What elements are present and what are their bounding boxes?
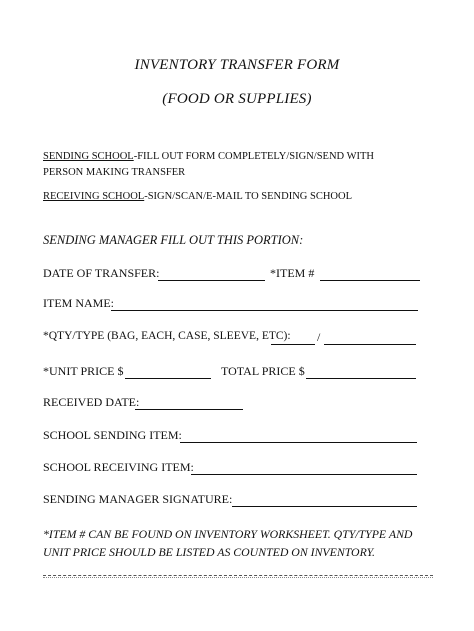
school-receiving-row: [43, 460, 433, 478]
received-date-field[interactable]: [135, 409, 243, 410]
unit-price-label: *UNIT PRICE $: [43, 364, 124, 378]
total-price-label: TOTAL PRICE $: [221, 364, 305, 378]
form-subtitle: (FOOD OR SUPPLIES): [162, 91, 312, 107]
received-date-row: [43, 395, 433, 413]
cut-line-shadow: [43, 577, 433, 578]
qty-type-label: *QTY/TYPE (BAG, EACH, CASE, SLEEVE, ETC):: [43, 330, 291, 342]
section-title: SENDING MANAGER FILL OUT THIS PORTION:: [43, 233, 304, 247]
qty-separator: /: [317, 330, 321, 344]
item-name-row: [43, 296, 433, 314]
signature-row: [43, 492, 433, 510]
date-of-transfer-label: DATE OF TRANSFER:: [43, 266, 160, 280]
receiving-school-label: RECEIVING SCHOOL: [43, 191, 145, 202]
receiving-school-instruction: [43, 189, 403, 205]
school-sending-row: [43, 428, 433, 446]
sending-school-label: SENDING SCHOOL: [43, 151, 134, 162]
receiving-school-text: -SIGN/SCAN/E-MAIL TO SENDING SCHOOL: [144, 191, 352, 202]
sending-school-instruction: [43, 149, 403, 181]
item-number-field[interactable]: [320, 280, 420, 281]
manager-signature-label: SENDING MANAGER SIGNATURE:: [43, 492, 233, 506]
qty-type-row: [43, 330, 433, 348]
unit-price-field[interactable]: [125, 378, 211, 379]
cut-line: [43, 575, 433, 576]
received-date-label: RECEIVED DATE:: [43, 395, 140, 409]
form-note: *ITEM # CAN BE FOUND ON INVENTORY WORKSHEET. QTY/TYPE AND UNIT PRICE SHOULD BE LISTED AS COUNTED ON INVENTORY.: [43, 527, 413, 559]
item-number-label: *ITEM #: [270, 266, 315, 280]
total-price-field[interactable]: [306, 378, 416, 379]
school-sending-field[interactable]: [180, 442, 417, 443]
school-receiving-label: SCHOOL RECEIVING ITEM:: [43, 460, 194, 474]
manager-signature-field[interactable]: [232, 506, 417, 507]
sending-school-text: -FILL OUT FORM COMPLETELY/SIGN/SEND WITH PERSON MAKING TRANSFER: [43, 151, 374, 178]
price-row: [43, 364, 433, 382]
school-receiving-field[interactable]: [191, 474, 417, 475]
item-name-label: ITEM NAME:: [43, 296, 114, 310]
school-sending-label: SCHOOL SENDING ITEM:: [43, 428, 182, 442]
qty-field[interactable]: [271, 344, 315, 345]
date-of-transfer-field[interactable]: [158, 280, 265, 281]
type-field[interactable]: [324, 344, 416, 345]
item-name-field[interactable]: [111, 310, 418, 311]
date-item-row: [43, 266, 433, 284]
form-title: INVENTORY TRANSFER FORM: [134, 57, 340, 73]
